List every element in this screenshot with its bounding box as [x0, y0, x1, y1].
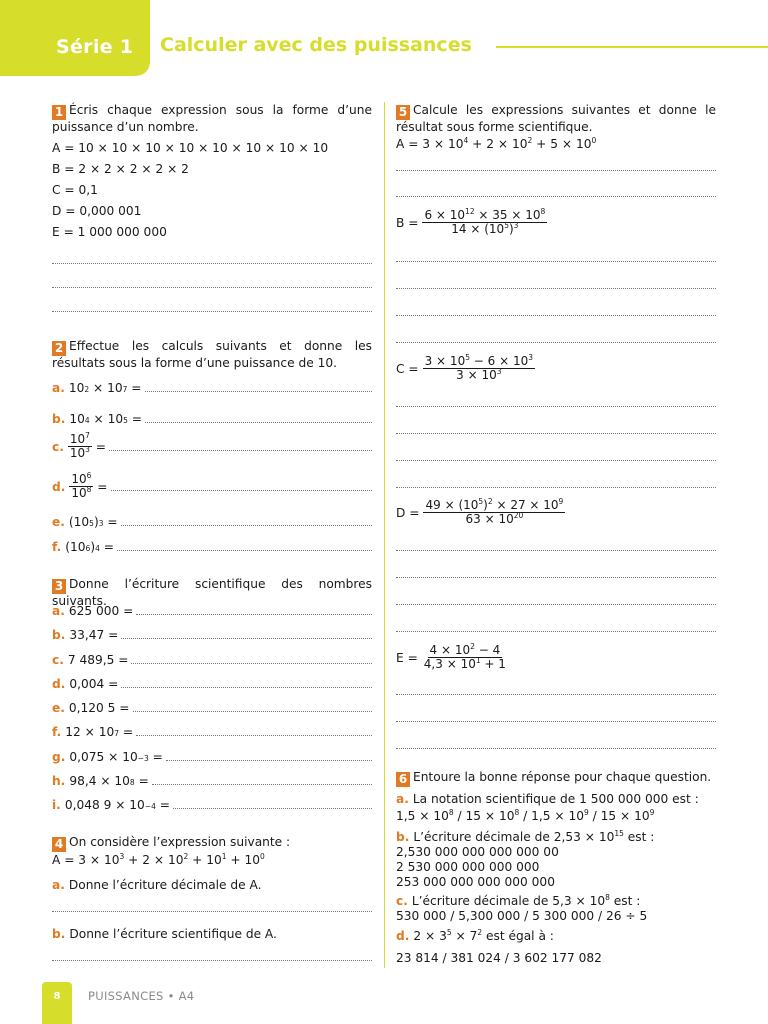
exercise-4-number: 4: [52, 837, 66, 852]
exercise-5-statement: [396, 103, 716, 135]
ex5-answer-line[interactable]: [396, 196, 716, 197]
exponent: 5: [478, 497, 484, 506]
item-label: b.: [52, 927, 66, 941]
term: 3 × 10: [456, 368, 497, 382]
base: 10: [107, 412, 124, 426]
exercise-1-number: 1: [52, 105, 66, 120]
base: 10: [69, 412, 85, 426]
exercise-1-statement: [52, 103, 372, 135]
item-label: c.: [52, 439, 64, 454]
term: 49 × (10: [425, 498, 479, 512]
item-label: i.: [52, 798, 61, 812]
ex4-answer-line[interactable]: [52, 960, 372, 961]
answer-line[interactable]: [121, 629, 372, 639]
item-text: 0,075 × 10: [69, 750, 138, 764]
ex5-answer-line[interactable]: [396, 721, 716, 722]
equals: =: [134, 774, 149, 788]
term: − 4: [474, 643, 501, 657]
item-text: Donne l’écriture décimale de A.: [68, 878, 262, 892]
term: A = 3 × 10: [396, 137, 464, 151]
exponent: 0: [591, 135, 597, 145]
ex5-answer-line[interactable]: [396, 577, 716, 578]
equals: =: [103, 515, 118, 529]
ex1-line-a: A = 10 × 10 × 10 × 10 × 10 × 10 × 10 × 10: [52, 141, 329, 155]
series-label: Série 1: [56, 36, 134, 58]
item-label: e.: [52, 701, 65, 715]
equals: =: [119, 725, 134, 739]
exercise-2: [52, 339, 372, 371]
term: 6 × 10: [424, 208, 466, 222]
ex3-item: [52, 653, 372, 667]
term: × 7: [451, 929, 478, 943]
base: (10: [68, 515, 90, 529]
item-label: a.: [52, 878, 65, 892]
ex6-question-a: [396, 792, 699, 806]
exercise-1: [52, 103, 372, 135]
lhs: B =: [396, 215, 419, 230]
item-label: b.: [52, 628, 66, 642]
answer-line[interactable]: [145, 382, 372, 392]
ex5-answer-line[interactable]: [396, 631, 716, 632]
term: 63 × 10: [465, 512, 514, 526]
item-label: b.: [52, 412, 66, 426]
equals: =: [155, 798, 170, 812]
exponent: 3: [496, 367, 502, 376]
ex5-answer-line[interactable]: [396, 460, 716, 461]
term: 4 × 10: [429, 643, 471, 657]
exponent: 8: [86, 485, 92, 494]
term: + 1: [480, 657, 506, 671]
base: (10: [65, 540, 86, 554]
ex2-item-f: f. (10 6 ) 4 =: [52, 540, 372, 554]
ex4-expression: [52, 853, 265, 867]
item-text: 625 000 =: [68, 604, 134, 618]
answer-line[interactable]: [152, 775, 372, 785]
item-label: d.: [52, 677, 66, 691]
paren: ): [90, 540, 96, 554]
item-text: 98,4 × 10: [69, 774, 130, 788]
ex4-answer-line[interactable]: [52, 911, 372, 912]
choice[interactable]: / 1,5 × 10: [519, 809, 584, 823]
choice[interactable]: 1,5 × 10: [396, 809, 449, 823]
ex3-item: f. 12 × 10 7 =: [52, 725, 372, 739]
choice[interactable]: / 15 × 10: [453, 809, 515, 823]
term: + 2 × 10: [124, 853, 184, 867]
item-label: b.: [396, 830, 410, 844]
answer-line[interactable]: [131, 654, 372, 664]
answer-line[interactable]: [166, 751, 372, 761]
term: A = 3 × 10: [52, 853, 120, 867]
exercise-4-text: On considère l’expression suivante :: [69, 835, 291, 849]
exponent: 5: [446, 927, 452, 937]
equals: =: [148, 750, 163, 764]
ex5-answer-line[interactable]: [396, 406, 716, 407]
ex5-expression-b: [396, 209, 547, 236]
answer-line[interactable]: [121, 678, 372, 688]
exercise-4-statement: [52, 835, 372, 852]
answer-line[interactable]: [145, 413, 372, 423]
page-number: 8: [53, 991, 61, 1002]
exercise-3-number: 3: [52, 579, 66, 594]
exponent: 9: [558, 497, 564, 506]
ex5-expression-e: [396, 644, 508, 671]
exponent: 7: [85, 431, 90, 440]
equals: =: [99, 540, 114, 554]
exponent: 8: [540, 207, 546, 216]
exponent: 8: [448, 807, 454, 817]
exercise-6-number: 6: [396, 772, 410, 787]
ex1-line-e: E = 1 000 000 000: [52, 225, 167, 239]
ex5-answer-line[interactable]: [396, 288, 716, 289]
exercise-3-text: Donne l’écriture scientifique des nombres suivants.: [52, 577, 372, 608]
ex6-choice-b2[interactable]: 2 530 000 000 000 000: [396, 860, 540, 874]
ex6-question-d: [396, 929, 554, 943]
ex5-answer-line[interactable]: [396, 261, 716, 262]
term: + 2 × 10: [468, 137, 528, 151]
ex6-question-b: [396, 830, 654, 844]
item-text: L’écriture décimale de 5,3 × 10: [411, 894, 606, 908]
title-rule: [496, 46, 768, 48]
equals: =: [127, 412, 143, 426]
ex6-choice-b3[interactable]: 253 000 000 000 000 000: [396, 875, 555, 889]
item-text: L’écriture décimale de 2,53 × 10: [413, 830, 615, 844]
ex3-item: [52, 677, 372, 691]
item-text: est égal à :: [482, 929, 554, 943]
term: + 10: [188, 853, 222, 867]
exponent: 3: [528, 353, 534, 362]
item-label: a.: [52, 381, 65, 395]
operator: ×: [89, 412, 108, 426]
answer-line[interactable]: [136, 605, 372, 615]
exponent: 3: [119, 851, 125, 861]
lhs: E =: [396, 650, 418, 665]
item-text: 33,47 =: [69, 628, 119, 642]
ex5-answer-line[interactable]: [396, 604, 716, 605]
term: + 10: [226, 853, 260, 867]
exponent: 8: [514, 807, 520, 817]
exercise-1-text: Écris chaque expression sous la forme d’une puissance d’un nombre.: [52, 103, 372, 134]
fraction: [423, 499, 565, 526]
term: 2 × 3: [413, 929, 447, 943]
footer-chapter: PUISSANCES • A4: [88, 989, 195, 1003]
base: 10: [69, 446, 86, 460]
item-label: f.: [52, 540, 62, 554]
ex3-item: [52, 701, 372, 715]
ex1-line-c: C = 0,1: [52, 183, 98, 197]
ex5-answer-line[interactable]: [396, 550, 716, 551]
fraction: [69, 473, 93, 500]
answer-line[interactable]: [111, 490, 372, 491]
exponent: 5: [504, 221, 509, 230]
item-label: h.: [52, 774, 66, 788]
ex5-expression-d: [396, 499, 565, 526]
answer-line[interactable]: [133, 702, 372, 712]
base: 10: [71, 486, 87, 500]
answer-line[interactable]: [173, 799, 372, 809]
exponent: 12: [465, 207, 475, 216]
item-label: c.: [52, 653, 64, 667]
exercise-2-number: 2: [52, 341, 66, 356]
equals: =: [91, 439, 107, 454]
ex3-item: h. 98,4 × 10 8 =: [52, 774, 372, 788]
item-label: a.: [52, 604, 65, 618]
item-label: a.: [396, 792, 409, 806]
item-text: 0,120 5 =: [68, 701, 130, 715]
fraction: [422, 209, 547, 236]
ex5-answer-line[interactable]: [396, 694, 716, 695]
exponent: 15: [614, 828, 624, 838]
column-divider: [384, 102, 385, 968]
base: 10: [69, 432, 86, 446]
answer-line[interactable]: [109, 450, 372, 451]
equals: =: [127, 381, 142, 395]
ex1-line-d: D = 0,000 001: [52, 204, 142, 218]
equals: =: [93, 479, 108, 494]
exponent: 1: [475, 656, 481, 665]
answer-line[interactable]: [136, 726, 372, 736]
exponent: 2: [527, 135, 533, 145]
exercise-2-text: Effectue les calculs suivants et donne les résultats sous la forme d’une puissance de 10.: [52, 339, 372, 370]
item-text: est :: [609, 894, 641, 908]
item-text: est :: [623, 830, 655, 844]
exponent: 1: [221, 851, 227, 861]
term: 3 × 10: [424, 354, 466, 368]
exponent: 2: [183, 851, 189, 861]
lhs: C =: [396, 361, 419, 376]
term: − 6 × 10: [469, 354, 529, 368]
ex3-item: [52, 628, 372, 642]
term: 4,3 × 10: [423, 657, 476, 671]
answer-line[interactable]: [117, 541, 372, 551]
page-title: Calculer avec des puissances: [160, 34, 472, 56]
ex5-answer-line[interactable]: [396, 487, 716, 488]
ex5-answer-line[interactable]: [396, 342, 716, 343]
base: 10: [71, 472, 87, 486]
item-label: f.: [52, 725, 62, 739]
ex5-answer-line[interactable]: [396, 433, 716, 434]
paren: ): [93, 515, 99, 529]
exponent: 3: [85, 445, 90, 454]
base: 10: [68, 381, 85, 395]
ex4-question-a: [52, 878, 262, 892]
ex6-question-c: [396, 894, 640, 908]
item-text: 0,004 =: [69, 677, 119, 691]
lhs: D =: [396, 505, 420, 520]
fraction: [68, 433, 92, 460]
ex2-item-a: a. 10 2 × 10 7 =: [52, 381, 372, 395]
ex2-item-e: e. (10 5 ) 3 =: [52, 515, 372, 529]
series-tab: [0, 0, 150, 76]
ex2-item-d: [52, 473, 372, 500]
choice[interactable]: / 15 × 10: [588, 809, 650, 823]
item-text: La notation scientifique de 1 500 000 000 est :: [412, 792, 699, 806]
base: 10: [107, 381, 123, 395]
ex5-expression-a: [396, 137, 596, 151]
ex5-expression-c: [396, 355, 535, 382]
ex6-answers-a[interactable]: [396, 809, 654, 823]
item-text: 7 489,5 =: [67, 653, 129, 667]
item-label: c.: [396, 894, 408, 908]
operator: ×: [89, 381, 108, 395]
term: + 5 × 10: [532, 137, 592, 151]
exponent: 2: [470, 642, 475, 651]
item-text: 12 × 10: [65, 725, 115, 739]
term: × 35 × 10: [474, 208, 541, 222]
ex6-choice-b1[interactable]: 2,530 000 000 000 000 00: [396, 845, 559, 859]
answer-line[interactable]: [121, 516, 372, 526]
ex5-answer-line[interactable]: [396, 748, 716, 749]
ex1-line-b: B = 2 × 2 × 2 × 2 × 2: [52, 162, 189, 176]
exponent: 8: [605, 892, 610, 902]
item-label: d.: [396, 929, 410, 943]
exercise-2-statement: [52, 339, 372, 371]
term: × 27 × 10: [492, 498, 559, 512]
item-label: g.: [52, 750, 66, 764]
exponent: 6: [86, 471, 92, 480]
item-label: d.: [52, 479, 66, 494]
paren: ): [483, 498, 488, 512]
ex1-answer-line[interactable]: [52, 311, 372, 312]
exponent: 4: [463, 135, 469, 145]
ex5-answer-line[interactable]: [396, 170, 716, 171]
exponent: 9: [583, 807, 589, 817]
ex6-answers-c[interactable]: 530 000 / 5,300 000 / 5 300 000 / 26 ÷ 5: [396, 909, 648, 923]
exponent: 0: [260, 851, 265, 861]
ex1-answer-line[interactable]: [52, 287, 372, 288]
exponent: 20: [513, 511, 524, 520]
exponent: 2: [487, 497, 493, 506]
exponent: 5: [465, 353, 470, 362]
fraction: [422, 644, 508, 671]
exponent: 2: [477, 927, 483, 937]
ex3-item: [52, 604, 372, 618]
fraction: [423, 355, 535, 382]
exercise-6-statement: [396, 770, 716, 787]
term: 14 × (10: [451, 222, 505, 236]
ex2-item-c: [52, 433, 372, 460]
exercise-5-number: 5: [396, 105, 410, 120]
ex3-item: g. 0,075 × 10 −3 =: [52, 750, 372, 764]
exponent: 9: [649, 807, 655, 817]
ex5-answer-line[interactable]: [396, 315, 716, 316]
ex6-answers-d[interactable]: 23 814 / 381 024 / 3 602 177 082: [396, 951, 602, 965]
item-text: Donne l’écriture scientifique de A.: [69, 927, 277, 941]
paren: ): [508, 222, 514, 236]
item-label: e.: [52, 515, 65, 529]
exercise-5-text: Calcule les expressions suivantes et donne le résultat sous forme scientifique.: [396, 103, 716, 134]
ex4-question-b: [52, 927, 277, 941]
ex1-answer-line[interactable]: [52, 263, 372, 264]
exponent: 3: [513, 221, 519, 230]
page-number-tab: [42, 982, 72, 1024]
ex3-item: i. 0,048 9 × 10 −4 =: [52, 798, 372, 812]
exercise-6-text: Entoure la bonne réponse pour chaque question.: [413, 770, 712, 784]
ex2-item-b: b. 10 4 × 10 5 =: [52, 412, 372, 426]
item-text: 0,048 9 × 10: [64, 798, 145, 812]
